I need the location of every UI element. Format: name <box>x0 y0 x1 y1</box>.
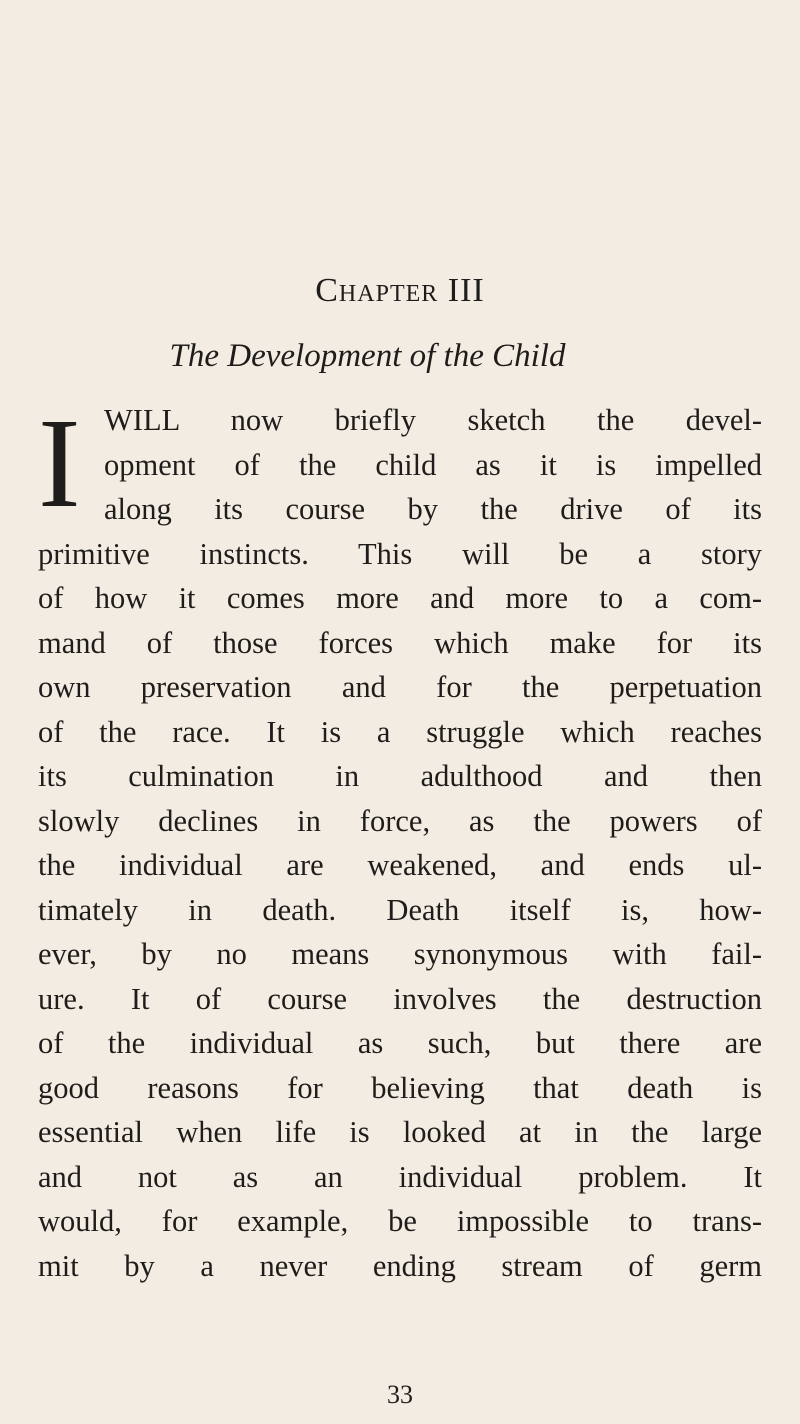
drop-cap: I <box>38 392 81 534</box>
text-line: its culmination in adulthood and then <box>38 759 762 793</box>
body-paragraph <box>38 392 762 1288</box>
text-line: of how it comes more and more to a com- <box>38 581 762 615</box>
text-line: good reasons for believing that death is <box>38 1070 762 1105</box>
text-line: and not as an individual problem. It <box>38 1159 762 1194</box>
text-line: ure. It of course involves the destruction <box>38 981 762 1016</box>
text-line: mand of those forces which make for its <box>38 625 762 660</box>
text-line: ever, by no means synonymous with fail- <box>38 937 762 971</box>
text-line: along its course by the drive of its <box>104 492 762 526</box>
chapter-heading: Chapter III <box>315 272 485 309</box>
text-line: primitive instincts. This will be a story <box>38 536 762 571</box>
text-line: mit by a never ending stream of germ <box>38 1248 762 1283</box>
text-line: the individual are weakened, and ends ul- <box>38 848 762 882</box>
text-line: would, for example, be impossible to trans- <box>38 1204 762 1238</box>
text-line: timately in death. Death itself is, how- <box>38 892 762 927</box>
text-line: of the race. It is a struggle which reaches <box>38 714 762 749</box>
page-number: 33 <box>387 1380 413 1409</box>
text-line: WILL now briefly sketch the devel- <box>104 403 762 437</box>
text-line: slowly declines in force, as the powers of <box>38 803 762 838</box>
chapter-title: The Development of the Child <box>169 338 566 374</box>
text-line: opment of the child as it is impelled <box>104 447 762 482</box>
text-line: of the individual as such, but there are <box>38 1026 762 1060</box>
text-line: own preservation and for the perpetuation <box>38 670 762 704</box>
text-line: essential when life is looked at in the large <box>38 1115 762 1149</box>
